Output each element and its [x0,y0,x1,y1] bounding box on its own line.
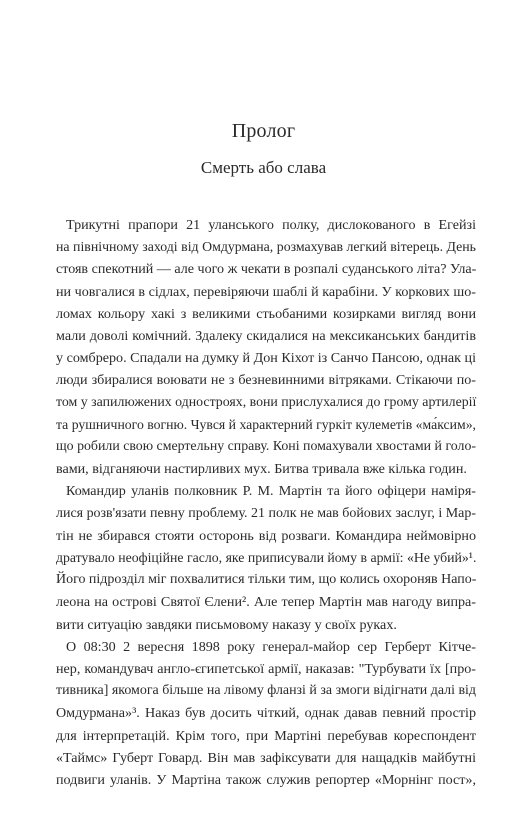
text-line: Командир уланів полковник Р. М. Мартін та його офіцери наміря- [66,483,476,500]
text-line: «Таймс» Губерт Говард. Він мав зафіксувати для нащадків майбутні [56,749,476,766]
text-line: на північному заході від Омдурмана, розмахував легкий вітерець. День [56,239,476,255]
text-line: вити ситуацію завдяки письмовому наказу у своїх руках. [56,616,397,633]
text-line: Омдурмана»³. Наказ був досить чіткий, однак давав певний простір [56,705,476,722]
text-line: люди збиралися воювати не з безневинними вітряками. Стікаючи по- [56,372,476,389]
chapter-subtitle: Смерть або слава [200,158,327,177]
text-line: подвиги уланів. У Мартіна також служив репортер «Морнінг пост», [56,772,476,789]
body-text [56,214,476,791]
text-line: том у запилюжених одностроях, вони прислухалися до грому артилерії [56,394,477,410]
paragraph [56,636,476,791]
text-line: нер, командувач англо-єгипетської армії, наказав: "Турбувати їх [про- [56,661,476,678]
text-line: дратувало неофіційне гасло, яке приписували йому в армії: «Не убий»¹. [56,550,477,566]
chapter-title: Пролог [231,120,296,142]
text-line: лися розв'язати певну проблему. 21 полк не мав бойових заслуг, і Мар- [56,505,476,521]
text-line: леона на острові Святої Єлени². Але тепер Мартін мав нагоду випра- [56,594,476,611]
text-line: та рушничного вогню. Чувся й характерний гуркіт кулеметів «ма́ксим», [56,416,476,432]
text-line: що робили свою смертельну справу. Коні помахували хвостами й голо- [56,439,476,455]
paragraph [56,214,476,480]
text-line: ни човгалися в сідлах, перевіряючи шаблі й карабіни. У коркових шо- [56,283,476,300]
text-line: Трикутні прапори 21 уланського полку, дислокованого в Егейзі [66,217,476,233]
paragraph [56,480,476,635]
text-line: вами, відганяючи настирливих мух. Битва тривала вже кілька годин. [56,461,467,478]
text-line: для інтерпретацій. Крім того, при Мартіні перебував кореспондент [56,727,476,744]
text-line: тивника] якомога більше на лівому фланзі й за змоги відігнати далі від [56,683,476,699]
text-line: мали доволі комічний. Здалеку скидалися на мексиканських бандитів [56,328,476,345]
text-line: стояв спекотний — але чого ж чекати в розпалі суданського літа? Ула- [56,261,477,278]
text-line: у сомбреро. Спадали на думку й Дон Кіхот із Санчо Пансою, однак ці [56,350,476,367]
text-line: тін не збирався стояти осторонь від розваги. Командира неймовірно [56,527,476,544]
text-line: ломах кольору хакі з великими стьобаними козирками вигляд вони [56,305,476,322]
text-line: О 08:30 2 вересня 1898 року генерал-майор сер Герберт Кітче- [66,638,476,655]
text-line: Його підрозділ міг похвалитися тільки тим, що колись охороняв Напо- [56,572,477,588]
